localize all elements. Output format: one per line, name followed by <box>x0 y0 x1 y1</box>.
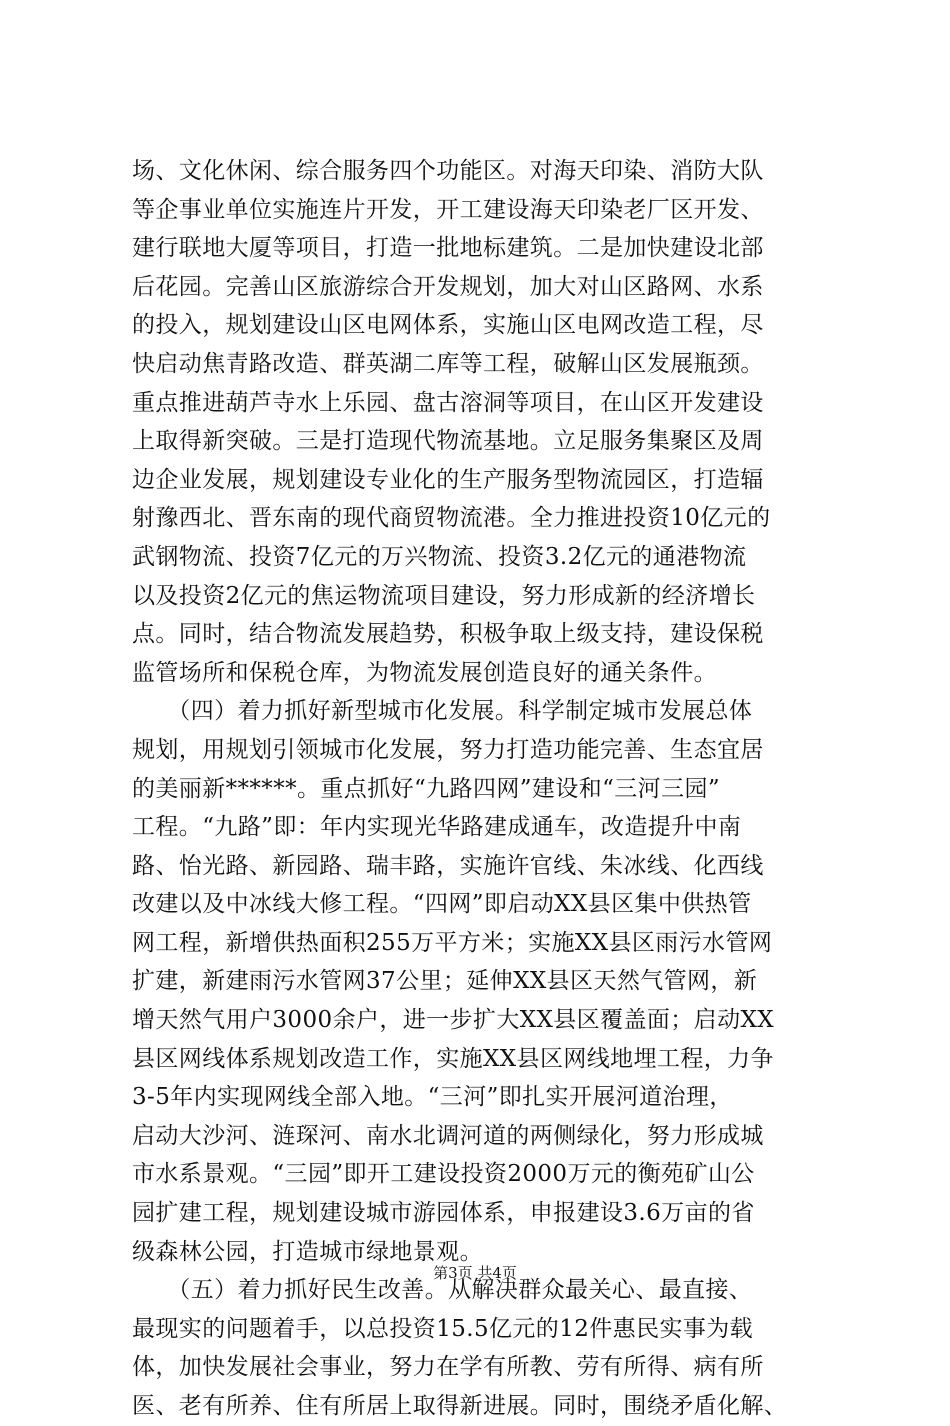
page-footer: 第3页 共4页 <box>433 1264 517 1282</box>
text-line: 以及投资2亿元的焦运物流项目建设，努力形成新的经济增长 <box>132 582 756 609</box>
text-line: 的美丽新******。重点抓好“九路四网”建设和“三河三园” <box>132 775 721 802</box>
text-line: 射豫西北、晋东南的现代商贸物流港。全力推进投资10亿元的 <box>132 505 771 532</box>
text-line: 边企业发展，规划建设专业化的生产服务型物流园区，打造辐 <box>132 466 764 493</box>
text-line: 医、老有所养、住有所居上取得新进展。同时，围绕矛盾化解、 <box>132 1393 788 1419</box>
text-line: 监管场所和保税仓库，为物流发展创造良好的通关条件。 <box>132 659 717 686</box>
text-line: 扩建，新建雨污水管网37公里；延伸XX县区天然气管网，新 <box>132 968 758 995</box>
text-line: 武钢物流、投资7亿元的万兴物流、投资3.2亿元的通港物流 <box>132 543 747 570</box>
text-line: 增天然气用户3000余户，进一步扩大XX县区覆盖面；启动XX <box>132 1007 775 1034</box>
text-line: 市水系景观。“三园”即开工建设投资2000万元的衡苑矿山公 <box>132 1161 755 1188</box>
body-text <box>132 152 832 1426</box>
text-line: 启动大沙河、涟琛河、南水北调河道的两侧绿化，努力形成城 <box>132 1122 764 1149</box>
text-line: 重点推进葫芦寺水上乐园、盘古溶洞等项目，在山区开发建设 <box>132 389 764 416</box>
text-line: 3-5年内实现网线全部入地。“三河”即扎实开展河道治理， <box>132 1084 733 1111</box>
text-line: 改建以及中冰线大修工程。“四网”即启动XX县区集中供热管 <box>132 891 752 918</box>
text-line: 建行联地大厦等项目，打造一批地标建筑。二是加快建设北部 <box>132 235 764 262</box>
text-line: 路、怡光路、新园路、瑞丰路，实施许官线、朱冰线、化西线 <box>132 852 764 879</box>
text-line: 县区网线体系规划改造工作，实施XX县区网线地埋工程，力争 <box>132 1045 774 1072</box>
text-line: 点。同时，结合物流发展趋势，积极争取上级支持，建设保税 <box>132 621 764 648</box>
text-line: 最现实的问题着手，以总投资15.5亿元的12件惠民实事为载 <box>132 1315 754 1342</box>
text-line: 快启动焦青路改造、群英湖二库等工程，破解山区发展瓶颈。 <box>132 350 764 377</box>
text-line: 网工程，新增供热面积255万平方米；实施XX县区雨污水管网 <box>132 929 773 956</box>
text-line: 规划，用规划引领城市化发展，努力打造功能完善、生态宜居 <box>132 736 764 763</box>
text-line: 工程。“九路”即：年内实现光华路建成通车，改造提升中南 <box>132 814 742 841</box>
text-line: 的投入，规划建设山区电网体系，实施山区电网改造工程，尽 <box>132 312 764 339</box>
text-line: 等企事业单位实施连片开发，开工建设海天印染老厂区开发、 <box>132 196 764 223</box>
text-line: 场、文化休闲、综合服务四个功能区。对海天印染、消防大队 <box>132 158 764 184</box>
text-line: 级森林公园，打造城市绿地景观。 <box>132 1238 483 1265</box>
text-line: （四）着力抓好新型城市化发展。科学制定城市发展总体 <box>132 698 753 725</box>
text-line: （五）着力抓好民生改善。从解决群众最关心、最直接、 <box>132 1277 753 1304</box>
text-line: 园扩建工程，规划建设城市游园体系，申报建设3.6万亩的省 <box>132 1200 755 1227</box>
text-line: 后花园。完善山区旅游综合开发规划，加大对山区路网、水系 <box>132 273 764 300</box>
text-line: 上取得新突破。三是打造现代物流基地。立足服务集聚区及周 <box>132 428 764 455</box>
text-line: 体，加快发展社会事业，努力在学有所教、劳有所得、病有所 <box>132 1354 764 1381</box>
